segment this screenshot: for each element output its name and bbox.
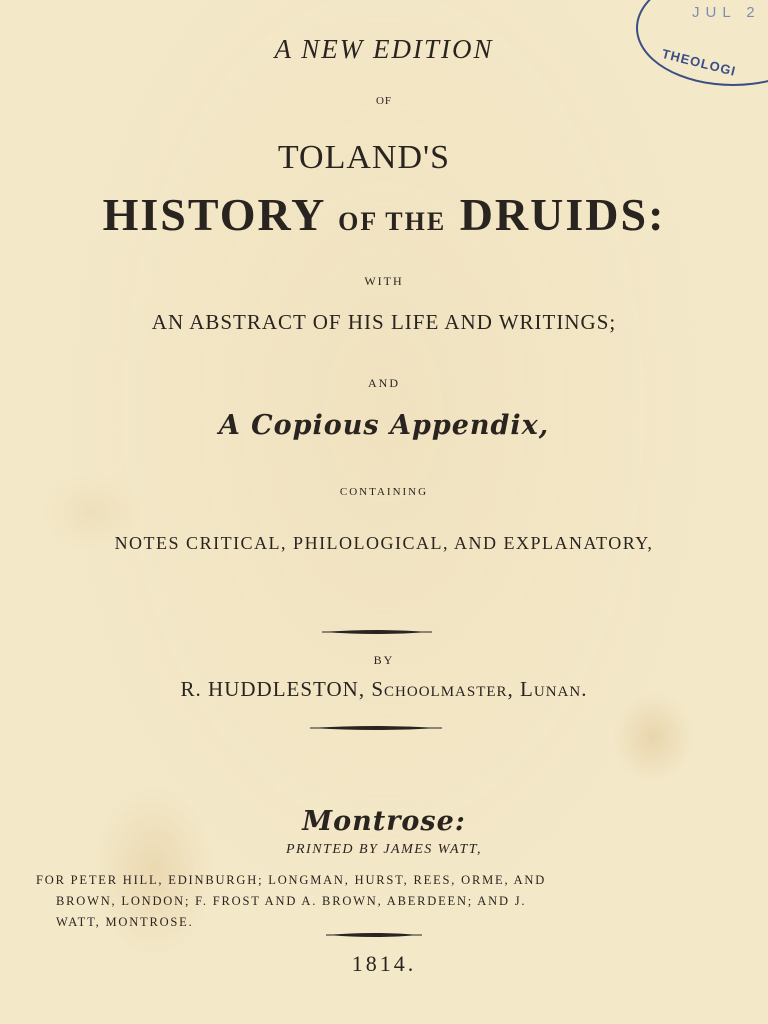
editor-name: R. HUDDLESTON, xyxy=(180,677,366,701)
imprint-line-2: BROWN, LONDON; F. FROST AND A. BROWN, ABERDEEN; AND J. xyxy=(56,894,527,908)
containing-line: CONTAINING xyxy=(339,486,429,498)
edition-line: A NEW EDITION xyxy=(274,34,494,64)
by-line: BY xyxy=(373,653,395,667)
author-possessive: TOLAND'S xyxy=(277,139,451,176)
with-line: WITH xyxy=(364,274,404,288)
publication-year: 1814. xyxy=(351,951,417,976)
appendix-line: A Copious Appendix, xyxy=(218,410,550,441)
ornamental-rule-top xyxy=(322,626,432,638)
ornamental-rule-bottom xyxy=(326,930,422,940)
editor-role: Schoolmaster, xyxy=(371,677,514,701)
editor-credit xyxy=(0,677,768,702)
abstract-line: AN ABSTRACT OF HIS LIFE AND WRITINGS; xyxy=(151,310,617,334)
stamp-date: JUL 2 xyxy=(692,4,761,21)
main-title xyxy=(0,188,768,241)
main-title-part-2: DRUIDS: xyxy=(459,189,666,240)
main-title-connector: OF THE xyxy=(338,207,447,236)
ornamental-rule-middle xyxy=(310,722,442,734)
imprint-line-3: WATT, MONTROSE. xyxy=(56,915,194,929)
imprint-printer: PRINTED BY JAMES WATT, xyxy=(285,842,483,857)
imprint-city: Montrose: xyxy=(302,806,466,837)
and-line: AND xyxy=(368,376,400,390)
editor-place: Lunan. xyxy=(520,677,588,701)
imprint-line-1: FOR PETER HILL, EDINBURGH; LONGMAN, HURST, REES, ORME, AND xyxy=(36,873,547,887)
notes-line: NOTES CRITICAL, PHILOLOGICAL, AND EXPLANATORY, xyxy=(114,533,654,553)
main-title-part-1: HISTORY xyxy=(102,189,325,240)
stamp-library-name: THEOLOGI xyxy=(660,46,738,79)
of-line: OF xyxy=(375,95,393,107)
